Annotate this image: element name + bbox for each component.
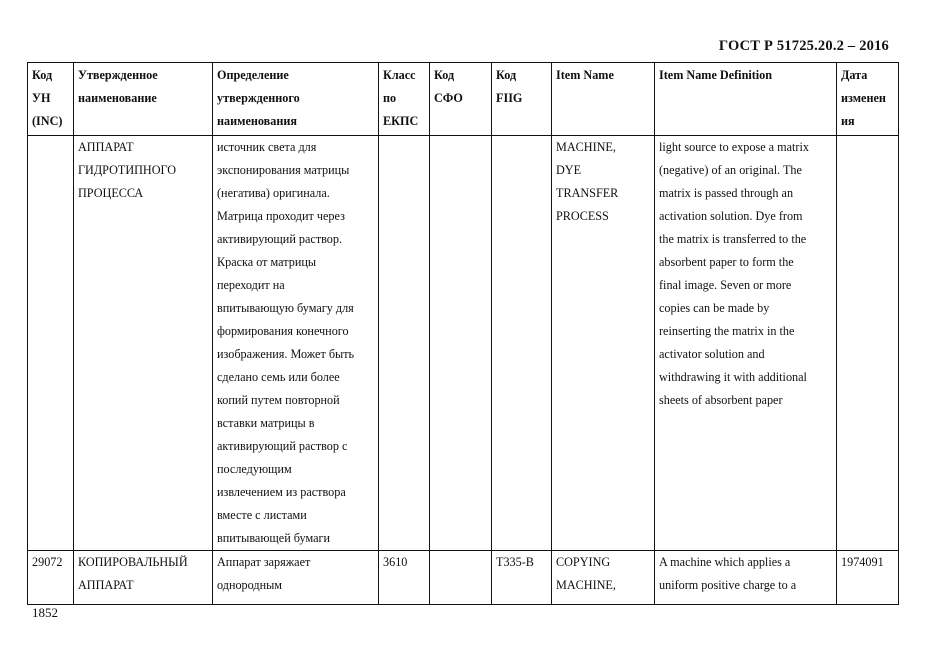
inc-cell bbox=[28, 136, 74, 551]
cell-line: впитывающую бумагу для bbox=[217, 301, 354, 315]
approved-name-cell bbox=[74, 136, 213, 551]
header-approved-name: Утвержденное наименование bbox=[74, 63, 213, 136]
cell-line: КОПИРОВАЛЬНЫЙ bbox=[78, 555, 188, 569]
change-date-cell bbox=[837, 136, 899, 551]
cell-line: Аппарат заряжает bbox=[217, 555, 311, 569]
cell-line: вставки матрицы в bbox=[217, 416, 315, 430]
cell-line: activator solution and bbox=[659, 347, 765, 361]
cell-line: 3610 bbox=[383, 555, 408, 569]
cell-line: 29072 bbox=[32, 555, 63, 569]
cell-line: sheets of absorbent paper bbox=[659, 393, 783, 407]
cell-line: последующим bbox=[217, 462, 292, 476]
cell-line: withdrawing it with additional bbox=[659, 370, 807, 384]
cell-line: reinserting the matrix in the bbox=[659, 324, 795, 338]
header-item-name: Item Name bbox=[552, 63, 655, 136]
sfo-code-cell bbox=[430, 551, 492, 605]
cell-line: (негатива) оригинала. bbox=[217, 186, 330, 200]
item-name-definition-cell bbox=[655, 136, 837, 551]
approved-name-cell bbox=[74, 551, 213, 605]
cell-line: Краска от матрицы bbox=[217, 255, 317, 269]
cell-line: активирующий раствор с bbox=[217, 439, 348, 453]
cell-line: АППАРАТ bbox=[78, 140, 134, 154]
cell-line: переходит на bbox=[217, 278, 285, 292]
ekps-class-cell bbox=[379, 136, 430, 551]
sfo-code-cell bbox=[430, 136, 492, 551]
item-name-definition-cell bbox=[655, 551, 837, 605]
cell-line: формирования конечного bbox=[217, 324, 349, 338]
item-names-table bbox=[27, 62, 899, 605]
cell-line: источник света для bbox=[217, 140, 317, 154]
inc-cell bbox=[28, 551, 74, 605]
cell-line: T335-B bbox=[496, 555, 534, 569]
cell-line: экспонирования матрицы bbox=[217, 163, 350, 177]
cell-line: COPYING bbox=[556, 555, 611, 569]
cell-line: 1974091 bbox=[841, 555, 884, 569]
header-ekps-class: Класс по ЕКПС bbox=[379, 63, 430, 136]
document-header: ГОСТ Р 51725.20.2 – 2016 bbox=[718, 38, 889, 54]
cell-line: activation solution. Dye from bbox=[659, 209, 803, 223]
header-fiig-code: Код FIIG bbox=[492, 63, 552, 136]
cell-line: the matrix is transferred to the bbox=[659, 232, 807, 246]
definition-cell bbox=[213, 136, 379, 551]
page-number: 1852 bbox=[32, 605, 58, 620]
cell-line: активирующий раствор. bbox=[217, 232, 343, 246]
change-date-cell bbox=[837, 551, 899, 605]
cell-line: Матрица проходит через bbox=[217, 209, 345, 223]
cell-line: ПРОЦЕССА bbox=[78, 186, 144, 200]
item-name-cell bbox=[552, 551, 655, 605]
fiig-code-cell bbox=[492, 136, 552, 551]
table-row bbox=[28, 136, 899, 551]
cell-line: light source to expose a matrix bbox=[659, 140, 809, 154]
cell-line: извлечением из раствора bbox=[217, 485, 346, 499]
cell-line: copies can be made by bbox=[659, 301, 770, 315]
cell-line: вместе с листами bbox=[217, 508, 307, 522]
cell-line: изображения. Может быть bbox=[217, 347, 355, 361]
cell-line: АППАРАТ bbox=[78, 578, 134, 592]
header-sfo-code: Код СФО bbox=[430, 63, 492, 136]
table-row bbox=[28, 551, 899, 605]
cell-line: DYE bbox=[556, 163, 582, 177]
cell-line: matrix is passed through an bbox=[659, 186, 794, 200]
cell-line: однородным bbox=[217, 578, 283, 592]
header-inc: Код УН (INC) bbox=[28, 63, 74, 136]
cell-line: TRANSFER bbox=[556, 186, 619, 200]
cell-line: ГИДРОТИПНОГО bbox=[78, 163, 177, 177]
cell-line: uniform positive charge to a bbox=[659, 578, 797, 592]
cell-line: MACHINE, bbox=[556, 140, 616, 154]
cell-line: A machine which applies a bbox=[659, 555, 791, 569]
item-name-cell bbox=[552, 136, 655, 551]
table-header-row bbox=[28, 63, 899, 136]
definition-cell bbox=[213, 551, 379, 605]
cell-line: final image. Seven or more bbox=[659, 278, 792, 292]
header-definition: Определение утвержденного наименования bbox=[213, 63, 379, 136]
cell-line: сделано семь или более bbox=[217, 370, 340, 384]
header-change-date: Дата изменен ия bbox=[837, 63, 899, 136]
cell-line: (negative) of an original. The bbox=[659, 163, 802, 177]
cell-line: MACHINE, bbox=[556, 578, 616, 592]
cell-line: PROCESS bbox=[556, 209, 609, 223]
cell-line: absorbent paper to form the bbox=[659, 255, 794, 269]
cell-line: впитывающей бумаги bbox=[217, 531, 331, 545]
header-item-name-definition: Item Name Definition bbox=[655, 63, 837, 136]
fiig-code-cell bbox=[492, 551, 552, 605]
cell-line: копий путем повторной bbox=[217, 393, 340, 407]
ekps-class-cell bbox=[379, 551, 430, 605]
